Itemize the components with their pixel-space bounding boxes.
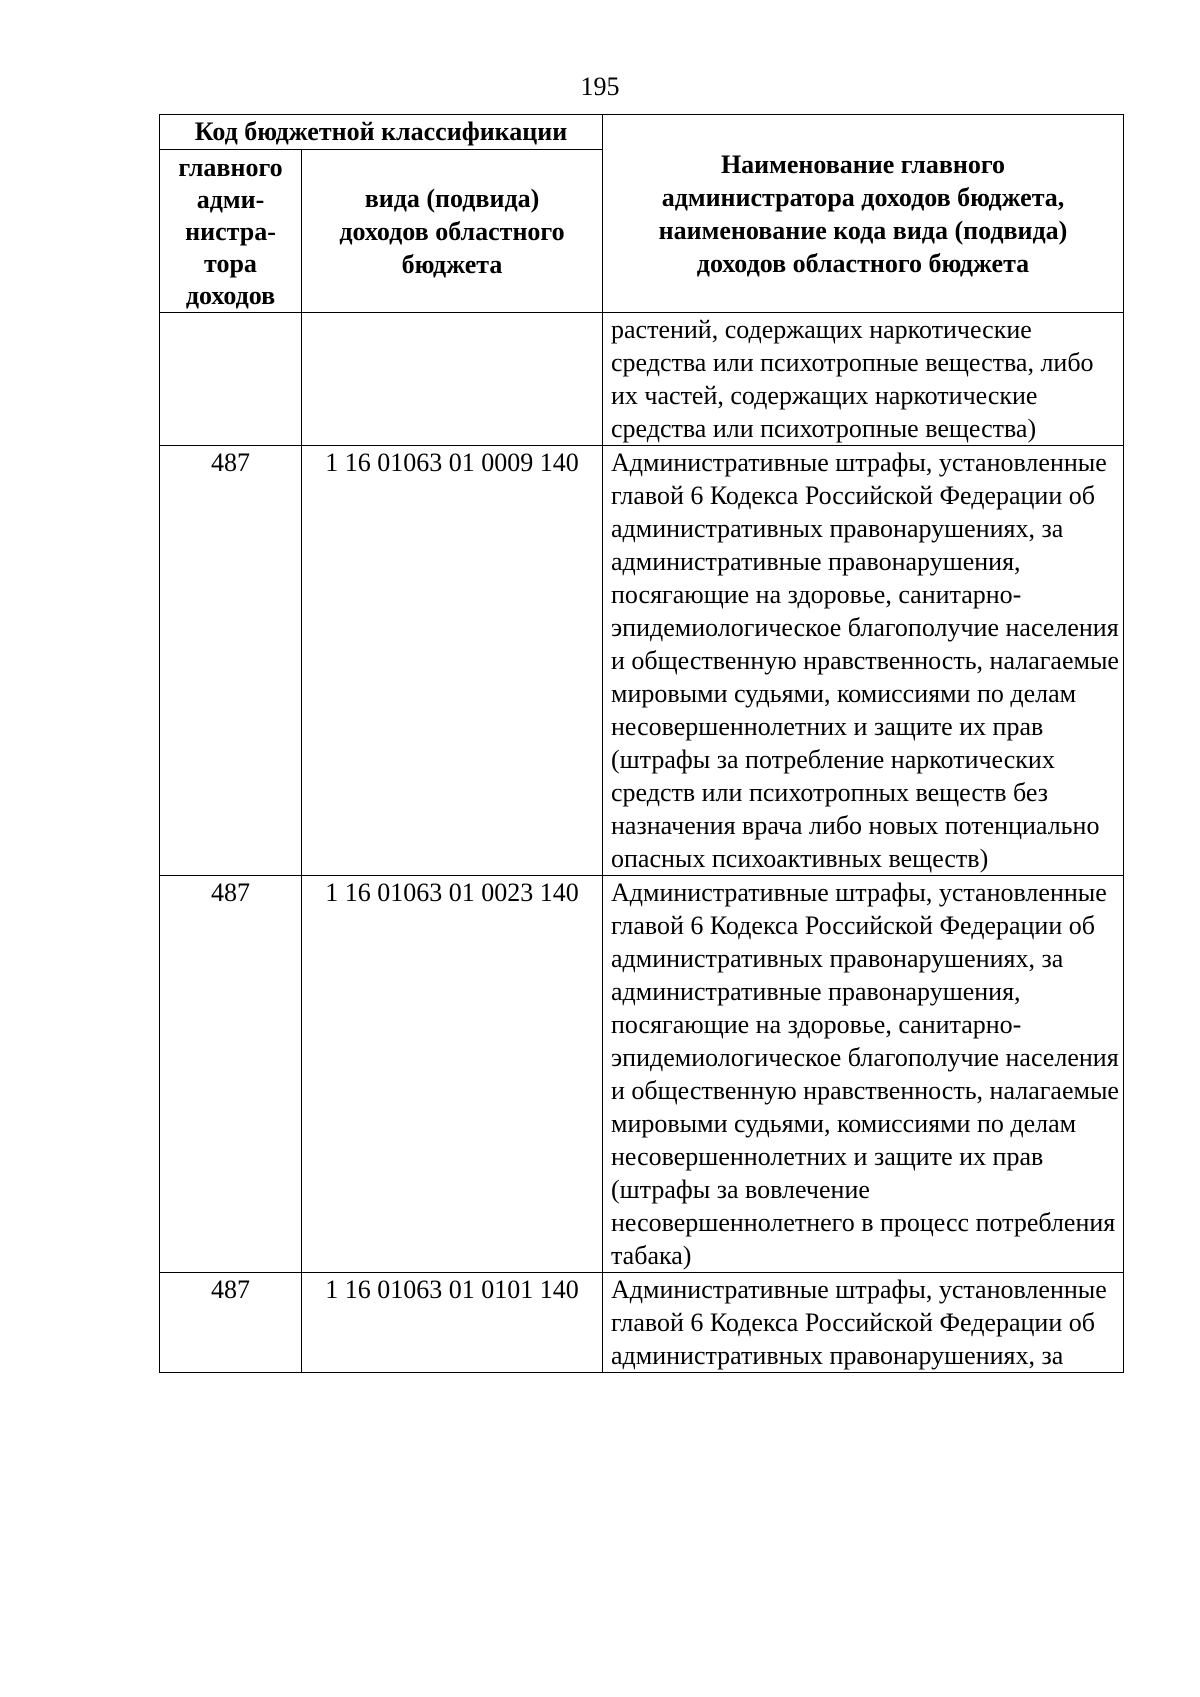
header-main-administrator-column xyxy=(160,150,302,313)
header-budget-classification-code: Код бюджетной классификации xyxy=(160,115,603,150)
header-admin-line: главного xyxy=(178,153,283,182)
table-row xyxy=(160,1273,1124,1373)
income-code-cell: 1 16 01063 01 0009 140 xyxy=(302,446,603,876)
header-name-line: наименование кода вида (подвида) xyxy=(658,215,1068,245)
admin-code-cell: 487 xyxy=(160,876,302,1273)
header-name-line: Наименование главного xyxy=(720,149,1006,179)
page-number: 195 xyxy=(580,72,620,101)
header-code-line: бюджета xyxy=(401,249,503,279)
header-name-column xyxy=(603,115,1124,313)
income-name-cell: Административные штрафы, установленные главой 6 Кодекса Российской Федерации об административных правонарушениях, за административные правонарушения, посягающие на здоровье, санитарно-эпидемиологическое благополучие населения и общественную нравственность, налагаемые мировыми судьями, комиссиями по делам несовершеннолетних и защите их прав (штрафы за потребление наркотических средств или психотропных веществ без назначения врача либо новых потенциально опасных психоактивных веществ) xyxy=(603,446,1124,876)
admin-code-cell: 487 xyxy=(160,1273,302,1373)
admin-code-cell xyxy=(160,313,302,446)
income-code-cell: 1 16 01063 01 0101 140 xyxy=(302,1273,603,1373)
header-admin-line: нистра- xyxy=(185,217,276,246)
admin-code-cell: 487 xyxy=(160,446,302,876)
table-row xyxy=(160,876,1124,1273)
header-code-line: вида (подвида) xyxy=(364,183,540,213)
header-admin-line: доходов xyxy=(185,281,276,310)
budget-classification-table xyxy=(159,114,1124,1373)
income-code-cell xyxy=(302,313,603,446)
income-name-cell: Административные штрафы, установленные главой 6 Кодекса Российской Федерации об административных правонарушениях, за xyxy=(603,1273,1124,1373)
table-row xyxy=(160,313,1124,446)
header-income-type-column xyxy=(302,150,603,313)
header-admin-line: адми- xyxy=(196,185,265,214)
table-row xyxy=(160,446,1124,876)
header-name-line: доходов областного бюджета xyxy=(696,248,1030,278)
income-name-cell: растений, содержащих наркотические средства или психотропные вещества, либо их частей, содержащих наркотические средства или психотропные вещества) xyxy=(603,313,1124,446)
header-code-line: доходов областного xyxy=(339,216,565,246)
income-code-cell: 1 16 01063 01 0023 140 xyxy=(302,876,603,1273)
header-name-line: администратора доходов бюджета, xyxy=(661,182,1065,212)
income-name-cell: Административные штрафы, установленные главой 6 Кодекса Российской Федерации об административных правонарушениях, за административные правонарушения, посягающие на здоровье, санитарно-эпидемиологическое благополучие населения и общественную нравственность, налагаемые мировыми судьями, комиссиями по делам несовершеннолетних и защите их прав (штрафы за вовлечение несовершеннолетнего в процесс потребления табака) xyxy=(603,876,1124,1273)
header-admin-line: тора xyxy=(204,249,257,278)
